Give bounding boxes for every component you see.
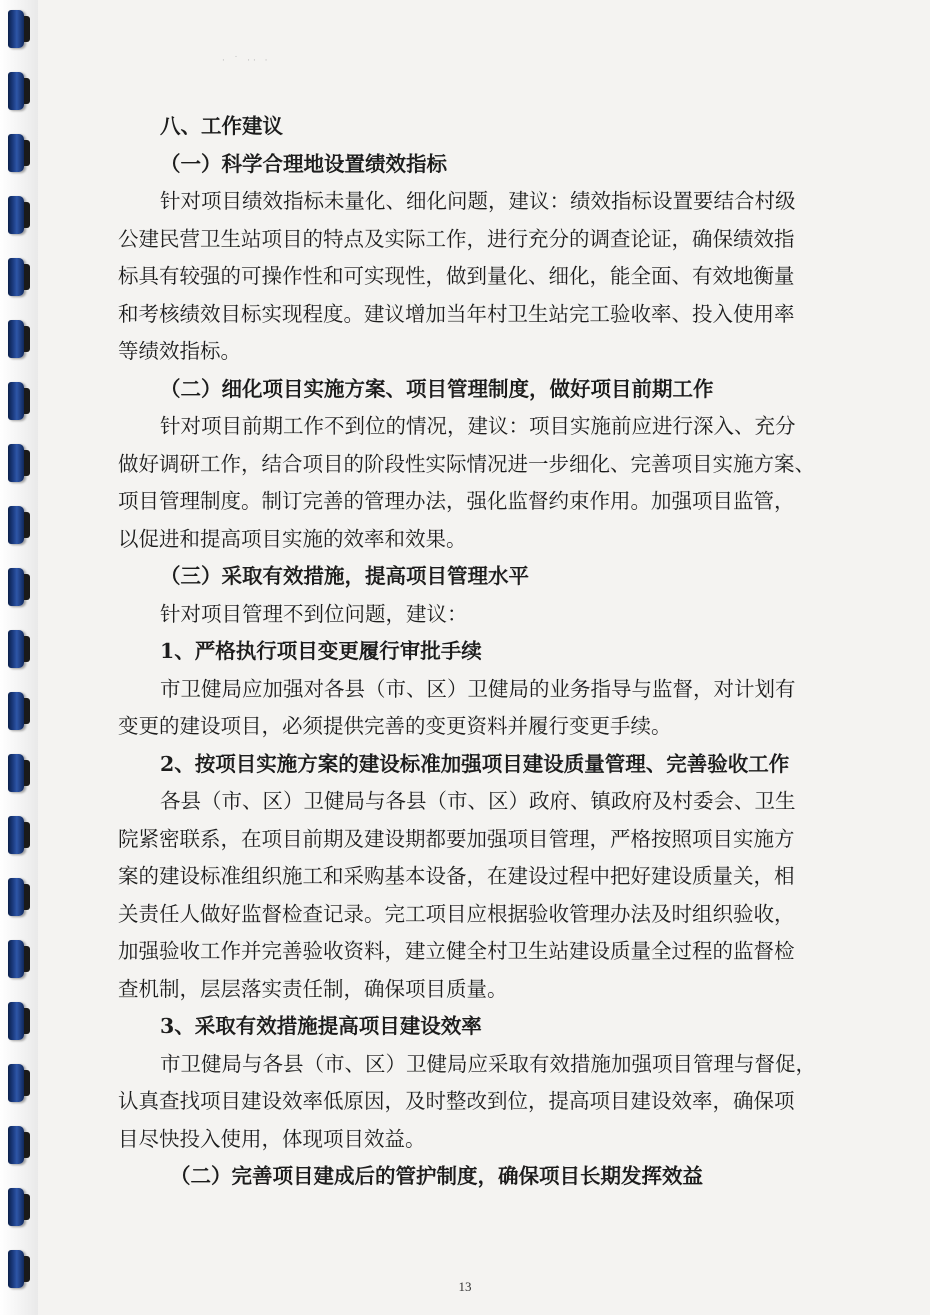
- paragraph-line: 市卫健局应加强对各县（市、区）卫健局的业务指导与监督，对计划有: [160, 676, 796, 701]
- section-heading: 八、工作建议: [160, 114, 283, 138]
- binding-ring: [8, 568, 24, 606]
- paragraph-line: 各县（市、区）卫健局与各县（市、区）政府、镇政府及村委会、卫生: [160, 789, 796, 813]
- binding-ring: [8, 754, 24, 792]
- paragraph-line: 标具有较强的可操作性和可实现性，做到量化、细化，能全面、有效地衡量: [118, 264, 795, 288]
- paragraph-line: 做好调研工作，结合项目的阶段性实际情况进一步细化、完善项目实施方案、: [118, 451, 815, 476]
- paragraph-line: 变更的建设项目，必须提供完善的变更资料并履行变更手续。: [118, 714, 672, 738]
- item-heading: 1、严格执行项目变更履行审批手续: [160, 639, 482, 663]
- paragraph-line: 查机制，层层落实责任制，确保项目质量。: [118, 976, 508, 1001]
- binding-ring: [8, 444, 24, 482]
- binding-ring: [8, 382, 24, 420]
- item-heading: 2、按项目实施方案的建设标准加强项目建设质量管理、完善验收工作: [160, 751, 790, 776]
- binding-ring: [8, 692, 24, 730]
- binding-ring: [8, 940, 24, 978]
- binding-ring: [8, 1188, 24, 1226]
- binding-ring: [8, 1002, 24, 1040]
- binding-ring: [8, 134, 24, 172]
- binding-ring: [8, 10, 24, 48]
- paragraph-line: 市卫健局与各县（市、区）卫健局应采取有效措施加强项目管理与督促，: [160, 1051, 816, 1076]
- paragraph-line: 目尽快投入使用，体现项目效益。: [118, 1126, 426, 1151]
- paragraph-line: 针对项目前期工作不到位的情况，建议：项目实施前应进行深入、充分: [160, 414, 796, 438]
- paragraph-line: 项目管理制度。制订完善的管理办法，强化监督约束作用。加强项目监管，: [118, 489, 795, 513]
- binding-ring: [8, 1064, 24, 1102]
- document-body: [118, 108, 848, 1196]
- paragraph-line: 院紧密联系，在项目前期及建设期都要加强项目管理，严格按照项目实施方: [118, 826, 795, 851]
- paragraph-line: 以促进和提高项目实施的效率和效果。: [118, 526, 467, 551]
- paragraph-line: 案的建设标准组织施工和采购基本设备，在建设过程中把好建设质量关，相: [118, 864, 795, 888]
- binding-ring: [8, 630, 24, 668]
- binding-ring: [8, 506, 24, 544]
- spiral-binding: [0, 0, 38, 1315]
- subsection-heading: （二）完善项目建成后的管护制度，确保项目长期发挥效益: [170, 1164, 703, 1188]
- binding-ring: [8, 878, 24, 916]
- paragraph-line: 加强验收工作并完善验收资料，建立健全村卫生站建设质量全过程的监督检: [118, 939, 795, 963]
- paragraph-line: 和考核绩效目标实现程度。建议增加当年村卫生站完工验收率、投入使用率: [118, 301, 795, 326]
- paragraph-line: 公建民营卫生站项目的特点及实际工作，进行充分的调查论证，确保绩效指: [118, 226, 795, 251]
- binding-ring: [8, 320, 24, 358]
- subsection-heading: （一）科学合理地设置绩效指标: [160, 151, 447, 176]
- subsection-heading: （三）采取有效措施，提高项目管理水平: [160, 564, 529, 588]
- paragraph-line: 关责任人做好监督检查记录。完工项目应根据验收管理办法及时组织验收，: [118, 901, 795, 926]
- binding-ring: [8, 72, 24, 110]
- page-number: 13: [458, 1279, 472, 1294]
- item-heading: 3、采取有效措施提高项目建设效率: [160, 1014, 482, 1038]
- scan-smudge: · ˙ ·· ·: [222, 56, 271, 66]
- paragraph-line: 等绩效指标。: [118, 339, 241, 363]
- binding-ring: [8, 258, 24, 296]
- paragraph-line: 针对项目绩效指标未量化、细化问题，建议：绩效指标设置要结合村级: [160, 189, 796, 213]
- subsection-heading: （二）细化项目实施方案、项目管理制度，做好项目前期工作: [160, 376, 714, 401]
- paragraph-line: 针对项目管理不到位问题，建议：: [160, 601, 468, 626]
- binding-ring: [8, 1126, 24, 1164]
- binding-ring: [8, 816, 24, 854]
- paragraph-line: 认真查找项目建设效率低原因，及时整改到位，提高项目建设效率，确保项: [118, 1089, 795, 1113]
- binding-ring: [8, 196, 24, 234]
